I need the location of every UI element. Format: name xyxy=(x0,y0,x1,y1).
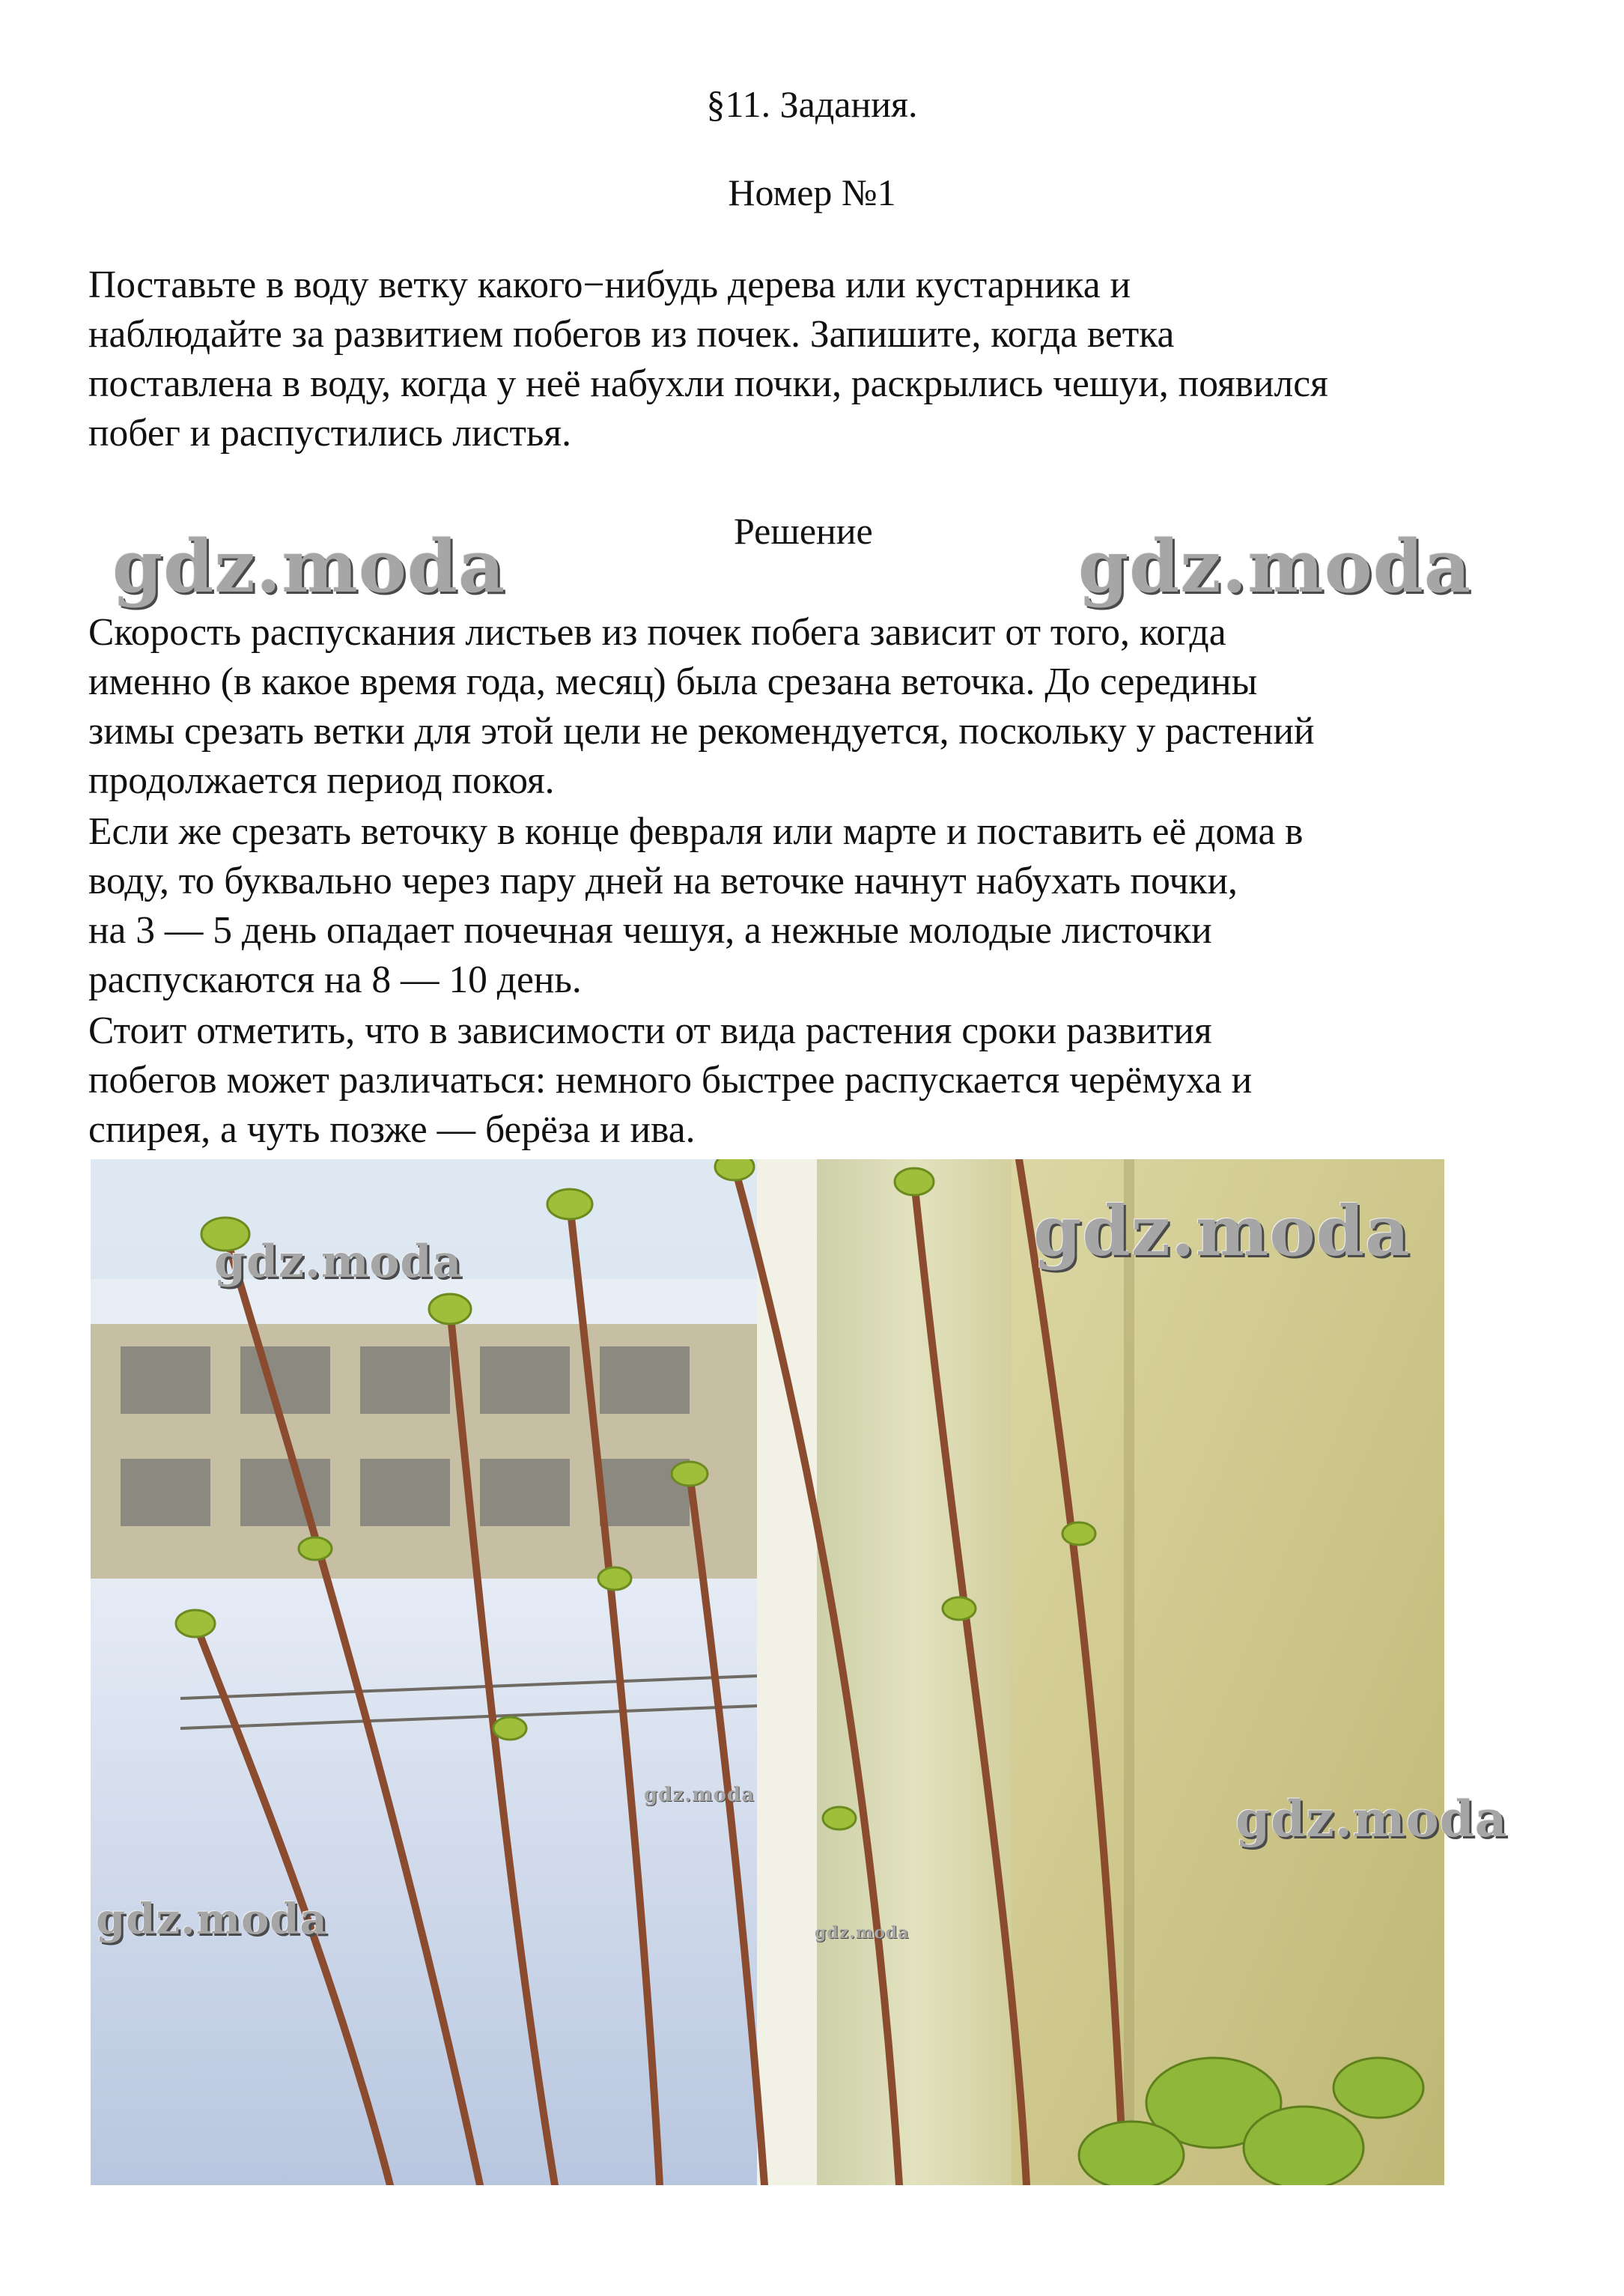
section-heading: §11. Задания. xyxy=(706,83,918,125)
answer-line: зимы срезать ветки для этой цели не рекомендуется, поскольку у растений xyxy=(88,710,1315,753)
answer-line: на 3 — 5 день опадает почечная чешуя, а нежные молодые листочки xyxy=(88,909,1212,952)
answer-line: распускаются на 8 — 10 день. xyxy=(88,959,582,1001)
solution-title: Решение xyxy=(734,510,873,552)
watermark: gdz.moda xyxy=(1033,1191,1411,1272)
answer-line: спирея, а чуть позже — берёза и ива. xyxy=(88,1108,696,1151)
answer-paragraph-2 xyxy=(88,807,1563,1005)
answer-paragraph-3 xyxy=(88,1006,1563,1155)
task-line: побег и распустились листья. xyxy=(88,412,571,455)
answer-line: Скорость распускания листьев из почек побега зависит от того, когда xyxy=(88,611,1226,654)
branch-in-window-photo xyxy=(91,1159,1444,2185)
watermark: gdz.moda xyxy=(112,524,506,609)
answer-paragraph-1 xyxy=(88,608,1563,806)
task-text xyxy=(88,261,1563,458)
watermark: gdz.moda xyxy=(815,1923,910,1943)
answer-line: Стоит отметить, что в зависимости от вида растения сроки развития xyxy=(88,1009,1212,1052)
watermark: gdz.moda xyxy=(644,1784,755,1806)
task-number: Номер №1 xyxy=(728,171,896,213)
answer-line: именно (в какое время года, месяц) была срезана веточка. До середины xyxy=(88,660,1258,703)
watermark: gdz.moda xyxy=(1235,1790,1508,1848)
task-line: Поставьте в воду ветку какого−нибудь дерева или кустарника и xyxy=(88,264,1131,306)
answer-line: побегов может различаться: немного быстрее распускается черёмуха и xyxy=(88,1059,1253,1102)
watermark: gdz.moda xyxy=(96,1895,328,1944)
answer-line: воду, то буквально через пару дней на веточке начнут набухать почки, xyxy=(88,860,1238,902)
watermark: gdz.moda xyxy=(1078,524,1472,609)
answer-line: Если же срезать веточку в конце февраля или марте и поставить её дома в xyxy=(88,810,1304,853)
task-line: поставлена в воду, когда у неё набухли почки, раскрылись чешуи, появился xyxy=(88,362,1328,405)
watermark: gdz.moda xyxy=(214,1236,463,1288)
answer-line: продолжается период покоя. xyxy=(88,759,555,802)
task-line: наблюдайте за развитием побегов из почек. Запишите, когда ветка xyxy=(88,313,1175,356)
